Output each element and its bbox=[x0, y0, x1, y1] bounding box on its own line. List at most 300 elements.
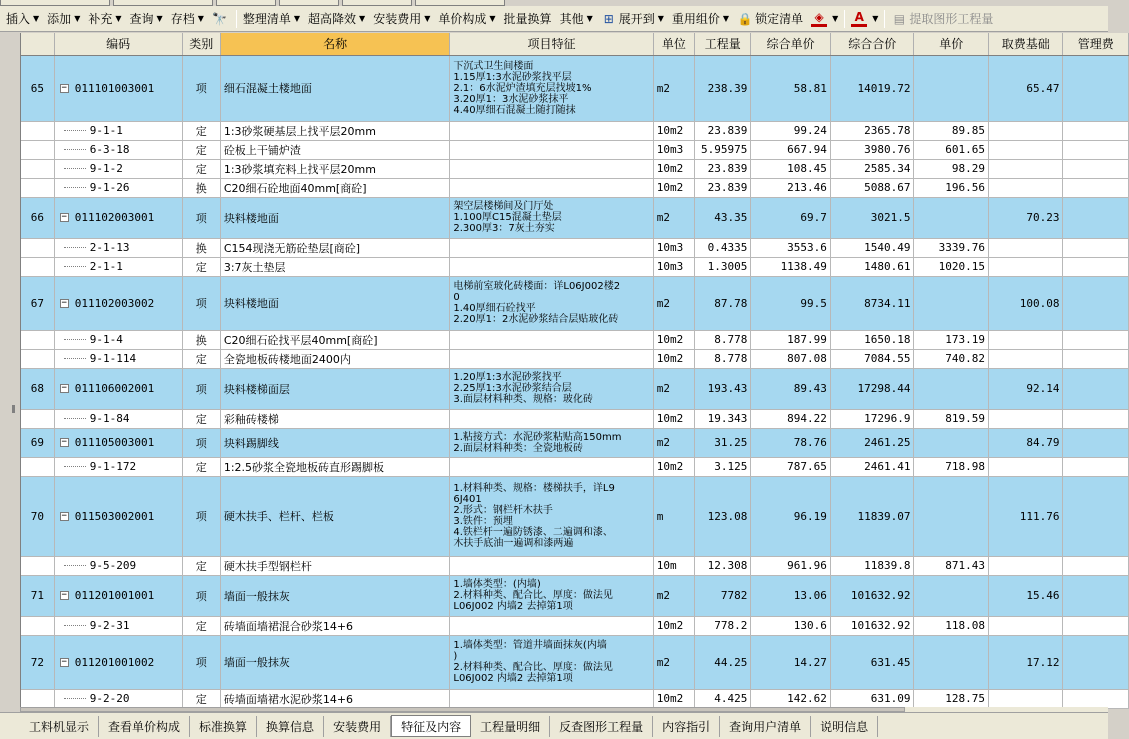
management-fee-cell[interactable] bbox=[1063, 428, 1129, 457]
fee-base-cell[interactable] bbox=[988, 689, 1063, 708]
collapse-icon[interactable]: − bbox=[61, 383, 67, 393]
category-cell[interactable]: 定 bbox=[182, 121, 220, 140]
code-cell[interactable] bbox=[54, 689, 182, 708]
total-price-cell[interactable]: 101632.92 bbox=[830, 575, 914, 616]
feature-cell[interactable] bbox=[450, 428, 653, 457]
feature-cell[interactable] bbox=[450, 55, 653, 121]
total-price-cell[interactable]: 17298.44 bbox=[830, 368, 914, 409]
quota-row[interactable] bbox=[21, 178, 1129, 197]
unit-price-cell[interactable]: 807.08 bbox=[751, 349, 831, 368]
feature-cell[interactable] bbox=[450, 197, 653, 238]
unit-price-cell[interactable]: 667.94 bbox=[751, 140, 831, 159]
management-fee-cell[interactable] bbox=[1063, 121, 1129, 140]
quota-row[interactable] bbox=[21, 330, 1129, 349]
toolbar-item[interactable] bbox=[887, 8, 997, 30]
feature-cell[interactable] bbox=[450, 556, 653, 575]
category-cell[interactable]: 项 bbox=[182, 276, 220, 330]
fee-base-cell[interactable]: 111.76 bbox=[988, 476, 1063, 556]
name-cell[interactable]: 块料楼梯面层 bbox=[220, 368, 450, 409]
management-fee-cell[interactable] bbox=[1063, 238, 1129, 257]
unit-price-cell[interactable]: 894.22 bbox=[751, 409, 831, 428]
toolbar-item[interactable] bbox=[668, 8, 733, 30]
category-cell[interactable]: 定 bbox=[182, 140, 220, 159]
price-cell[interactable]: 89.85 bbox=[914, 121, 989, 140]
unit-cell[interactable]: 10m2 bbox=[653, 616, 694, 635]
price-cell[interactable] bbox=[914, 635, 989, 689]
column-header[interactable]: 工程量 bbox=[695, 33, 751, 55]
code-cell[interactable] bbox=[54, 178, 182, 197]
quota-row[interactable] bbox=[21, 349, 1129, 368]
bottom-tab[interactable]: 工料机显示 bbox=[20, 716, 99, 737]
column-header[interactable] bbox=[21, 33, 54, 55]
price-cell[interactable]: 3339.76 bbox=[914, 238, 989, 257]
toolbar-item[interactable] bbox=[84, 8, 125, 30]
toolbar-item[interactable] bbox=[167, 8, 208, 30]
quantity-cell[interactable]: 778.2 bbox=[695, 616, 751, 635]
unit-cell[interactable]: m2 bbox=[653, 55, 694, 121]
toolbar-item[interactable] bbox=[556, 8, 597, 30]
total-price-cell[interactable]: 2461.25 bbox=[830, 428, 914, 457]
category-cell[interactable]: 换 bbox=[182, 330, 220, 349]
name-cell[interactable]: 砖墙面墙裙混合砂浆14+6 bbox=[220, 616, 450, 635]
fee-base-cell[interactable]: 70.23 bbox=[988, 197, 1063, 238]
unit-cell[interactable]: m2 bbox=[653, 575, 694, 616]
fee-base-cell[interactable] bbox=[988, 238, 1063, 257]
price-cell[interactable] bbox=[914, 197, 989, 238]
column-header[interactable]: 单价 bbox=[914, 33, 989, 55]
bill-item-row[interactable] bbox=[21, 276, 1129, 330]
fee-base-cell[interactable]: 100.08 bbox=[988, 276, 1063, 330]
name-cell[interactable]: 细石混凝土楼地面 bbox=[220, 55, 450, 121]
code-cell[interactable] bbox=[54, 197, 182, 238]
column-header[interactable]: 名称 bbox=[220, 33, 450, 55]
management-fee-cell[interactable] bbox=[1063, 457, 1129, 476]
collapse-icon[interactable]: − bbox=[61, 297, 67, 308]
unit-price-cell[interactable]: 96.19 bbox=[751, 476, 831, 556]
price-cell[interactable] bbox=[914, 276, 989, 330]
left-splitter[interactable] bbox=[0, 33, 20, 707]
feature-cell[interactable] bbox=[450, 616, 653, 635]
feature-cell[interactable] bbox=[450, 368, 653, 409]
code-cell[interactable] bbox=[54, 476, 182, 556]
feature-cell[interactable] bbox=[450, 238, 653, 257]
fee-base-cell[interactable]: 17.12 bbox=[988, 635, 1063, 689]
feature-cell[interactable] bbox=[450, 330, 653, 349]
unit-price-cell[interactable]: 130.6 bbox=[751, 616, 831, 635]
bottom-tab[interactable]: 查询用户清单 bbox=[720, 716, 811, 737]
unit-cell[interactable]: m2 bbox=[653, 428, 694, 457]
bottom-tab[interactable]: 换算信息 bbox=[257, 716, 324, 737]
code-cell[interactable] bbox=[54, 238, 182, 257]
bottom-tab[interactable]: 反查图形工程量 bbox=[550, 716, 653, 737]
price-cell[interactable]: 601.65 bbox=[914, 140, 989, 159]
price-cell[interactable] bbox=[914, 575, 989, 616]
quantity-cell[interactable]: 193.43 bbox=[695, 368, 751, 409]
feature-cell[interactable] bbox=[450, 349, 653, 368]
total-price-cell[interactable]: 2365.78 bbox=[830, 121, 914, 140]
category-cell[interactable]: 项 bbox=[182, 55, 220, 121]
quantity-cell[interactable]: 23.839 bbox=[695, 178, 751, 197]
quota-row[interactable] bbox=[21, 457, 1129, 476]
column-header[interactable]: 项目特征 bbox=[450, 33, 653, 55]
feature-cell[interactable] bbox=[450, 121, 653, 140]
management-fee-cell[interactable] bbox=[1063, 257, 1129, 276]
unit-cell[interactable]: 10m2 bbox=[653, 330, 694, 349]
price-cell[interactable] bbox=[914, 55, 989, 121]
total-price-cell[interactable]: 11839.8 bbox=[830, 556, 914, 575]
feature-cell[interactable] bbox=[450, 409, 653, 428]
category-cell[interactable]: 定 bbox=[182, 349, 220, 368]
total-price-cell[interactable]: 8734.11 bbox=[830, 276, 914, 330]
quantity-cell[interactable]: 7782 bbox=[695, 575, 751, 616]
bottom-tab[interactable]: 查看单价构成 bbox=[99, 716, 190, 737]
code-cell[interactable] bbox=[54, 159, 182, 178]
code-cell[interactable] bbox=[54, 575, 182, 616]
name-cell[interactable]: 3:7灰土垫层 bbox=[220, 257, 450, 276]
management-fee-cell[interactable] bbox=[1063, 556, 1129, 575]
price-cell[interactable]: 98.29 bbox=[914, 159, 989, 178]
quota-row[interactable] bbox=[21, 257, 1129, 276]
price-cell[interactable]: 196.56 bbox=[914, 178, 989, 197]
fee-base-cell[interactable] bbox=[988, 409, 1063, 428]
unit-cell[interactable]: 10m3 bbox=[653, 140, 694, 159]
name-cell[interactable]: 硬木扶手、栏杆、栏板 bbox=[220, 476, 450, 556]
quantity-cell[interactable]: 123.08 bbox=[695, 476, 751, 556]
unit-price-cell[interactable]: 3553.6 bbox=[751, 238, 831, 257]
category-cell[interactable]: 定 bbox=[182, 457, 220, 476]
toolbar-item[interactable] bbox=[847, 8, 882, 30]
unit-price-cell[interactable]: 69.7 bbox=[751, 197, 831, 238]
category-cell[interactable]: 定 bbox=[182, 159, 220, 178]
management-fee-cell[interactable] bbox=[1063, 368, 1129, 409]
fee-base-cell[interactable]: 65.47 bbox=[988, 55, 1063, 121]
unit-cell[interactable]: 10m bbox=[653, 556, 694, 575]
quantity-cell[interactable]: 23.839 bbox=[695, 159, 751, 178]
quota-row[interactable] bbox=[21, 616, 1129, 635]
code-cell[interactable] bbox=[54, 55, 182, 121]
bottom-tab[interactable]: 安装费用 bbox=[324, 716, 391, 737]
price-cell[interactable]: 819.59 bbox=[914, 409, 989, 428]
column-header[interactable]: 取费基础 bbox=[988, 33, 1063, 55]
category-cell[interactable]: 换 bbox=[182, 178, 220, 197]
quantity-cell[interactable]: 0.4335 bbox=[695, 238, 751, 257]
feature-cell[interactable] bbox=[450, 689, 653, 708]
code-cell[interactable] bbox=[54, 276, 182, 330]
code-cell[interactable] bbox=[54, 257, 182, 276]
quantity-cell[interactable]: 8.778 bbox=[695, 330, 751, 349]
bottom-tab[interactable]: 内容指引 bbox=[653, 716, 720, 737]
quota-row[interactable] bbox=[21, 409, 1129, 428]
fee-base-cell[interactable] bbox=[988, 178, 1063, 197]
toolbar-item[interactable] bbox=[733, 8, 807, 30]
bill-item-row[interactable] bbox=[21, 575, 1129, 616]
name-cell[interactable]: 砼板上干铺炉渣 bbox=[220, 140, 450, 159]
unit-price-cell[interactable]: 14.27 bbox=[751, 635, 831, 689]
code-cell[interactable] bbox=[54, 616, 182, 635]
code-cell[interactable] bbox=[54, 556, 182, 575]
collapse-icon[interactable]: − bbox=[61, 510, 67, 521]
feature-cell[interactable] bbox=[450, 635, 653, 689]
price-cell[interactable] bbox=[914, 428, 989, 457]
management-fee-cell[interactable] bbox=[1063, 635, 1129, 689]
bill-item-row[interactable] bbox=[21, 476, 1129, 556]
quantity-cell[interactable]: 1.3005 bbox=[695, 257, 751, 276]
quantity-cell[interactable]: 19.343 bbox=[695, 409, 751, 428]
fee-base-cell[interactable] bbox=[988, 121, 1063, 140]
unit-price-cell[interactable]: 78.76 bbox=[751, 428, 831, 457]
unit-cell[interactable]: m2 bbox=[653, 276, 694, 330]
quantity-cell[interactable]: 87.78 bbox=[695, 276, 751, 330]
unit-price-cell[interactable]: 213.46 bbox=[751, 178, 831, 197]
feature-cell[interactable] bbox=[450, 140, 653, 159]
toolbar-item[interactable] bbox=[369, 8, 434, 30]
fee-base-cell[interactable] bbox=[988, 349, 1063, 368]
category-cell[interactable]: 定 bbox=[182, 257, 220, 276]
category-cell[interactable]: 定 bbox=[182, 409, 220, 428]
category-cell[interactable]: 项 bbox=[182, 428, 220, 457]
price-cell[interactable]: 128.75 bbox=[914, 689, 989, 708]
bill-item-row[interactable] bbox=[21, 428, 1129, 457]
management-fee-cell[interactable] bbox=[1063, 140, 1129, 159]
unit-price-cell[interactable]: 58.81 bbox=[751, 55, 831, 121]
feature-cell[interactable] bbox=[450, 178, 653, 197]
unit-cell[interactable]: m2 bbox=[653, 635, 694, 689]
price-cell[interactable]: 718.98 bbox=[914, 457, 989, 476]
name-cell[interactable]: 1:3砂浆硬基层上找平层20mm bbox=[220, 121, 450, 140]
toolbar-item[interactable] bbox=[126, 8, 167, 30]
code-cell[interactable] bbox=[54, 349, 182, 368]
unit-cell[interactable]: 10m2 bbox=[653, 178, 694, 197]
toolbar-item[interactable] bbox=[43, 8, 84, 30]
unit-cell[interactable]: 10m2 bbox=[653, 409, 694, 428]
quota-row[interactable] bbox=[21, 121, 1129, 140]
fee-base-cell[interactable] bbox=[988, 457, 1063, 476]
total-price-cell[interactable]: 14019.72 bbox=[830, 55, 914, 121]
bottom-tab[interactable]: 工程量明细 bbox=[471, 716, 550, 737]
column-header[interactable]: 编码 bbox=[54, 33, 182, 55]
fee-base-cell[interactable]: 15.46 bbox=[988, 575, 1063, 616]
price-cell[interactable]: 118.08 bbox=[914, 616, 989, 635]
price-cell[interactable]: 1020.15 bbox=[914, 257, 989, 276]
unit-price-cell[interactable]: 13.06 bbox=[751, 575, 831, 616]
total-price-cell[interactable]: 3021.5 bbox=[830, 197, 914, 238]
bill-item-row[interactable] bbox=[21, 55, 1129, 121]
fee-base-cell[interactable] bbox=[988, 159, 1063, 178]
quota-row[interactable] bbox=[21, 689, 1129, 708]
management-fee-cell[interactable] bbox=[1063, 575, 1129, 616]
total-price-cell[interactable]: 17296.9 bbox=[830, 409, 914, 428]
unit-cell[interactable]: 10m2 bbox=[653, 689, 694, 708]
quantity-cell[interactable]: 44.25 bbox=[695, 635, 751, 689]
category-cell[interactable]: 定 bbox=[182, 689, 220, 708]
name-cell[interactable]: 1:3砂浆填充料上找平层20mm bbox=[220, 159, 450, 178]
total-price-cell[interactable]: 631.09 bbox=[830, 689, 914, 708]
feature-cell[interactable] bbox=[450, 276, 653, 330]
unit-price-cell[interactable]: 99.5 bbox=[751, 276, 831, 330]
management-fee-cell[interactable] bbox=[1063, 476, 1129, 556]
total-price-cell[interactable]: 101632.92 bbox=[830, 616, 914, 635]
total-price-cell[interactable]: 3980.76 bbox=[830, 140, 914, 159]
unit-price-cell[interactable]: 961.96 bbox=[751, 556, 831, 575]
quota-row[interactable] bbox=[21, 556, 1129, 575]
collapse-icon[interactable]: − bbox=[61, 212, 67, 222]
bill-item-row[interactable] bbox=[21, 635, 1129, 689]
name-cell[interactable]: C154现浇无筋砼垫层[商砼] bbox=[220, 238, 450, 257]
unit-cell[interactable]: m2 bbox=[653, 368, 694, 409]
bottom-tab[interactable]: 说明信息 bbox=[811, 716, 878, 737]
collapse-icon[interactable]: − bbox=[61, 590, 67, 600]
total-price-cell[interactable]: 7084.55 bbox=[830, 349, 914, 368]
code-cell[interactable] bbox=[54, 409, 182, 428]
quantity-cell[interactable]: 238.39 bbox=[695, 55, 751, 121]
price-cell[interactable] bbox=[914, 476, 989, 556]
quantity-cell[interactable]: 23.839 bbox=[695, 121, 751, 140]
unit-cell[interactable]: 10m2 bbox=[653, 457, 694, 476]
toolbar-item[interactable] bbox=[434, 8, 499, 30]
unit-cell[interactable]: 10m2 bbox=[653, 121, 694, 140]
column-header[interactable]: 综合单价 bbox=[751, 33, 831, 55]
name-cell[interactable]: 彩釉砖楼梯 bbox=[220, 409, 450, 428]
total-price-cell[interactable]: 2461.41 bbox=[830, 457, 914, 476]
name-cell[interactable]: 墙面一般抹灰 bbox=[220, 575, 450, 616]
price-cell[interactable]: 740.82 bbox=[914, 349, 989, 368]
code-cell[interactable] bbox=[54, 368, 182, 409]
unit-cell[interactable]: m2 bbox=[653, 197, 694, 238]
name-cell[interactable]: 墙面一般抹灰 bbox=[220, 635, 450, 689]
quantity-cell[interactable]: 12.308 bbox=[695, 556, 751, 575]
quota-row[interactable] bbox=[21, 159, 1129, 178]
category-cell[interactable]: 项 bbox=[182, 197, 220, 238]
quantity-cell[interactable]: 31.25 bbox=[695, 428, 751, 457]
total-price-cell[interactable]: 11839.07 bbox=[830, 476, 914, 556]
toolbar-item[interactable] bbox=[239, 8, 304, 30]
bill-item-row[interactable] bbox=[21, 368, 1129, 409]
column-header[interactable]: 单位 bbox=[653, 33, 694, 55]
management-fee-cell[interactable] bbox=[1063, 330, 1129, 349]
code-cell[interactable] bbox=[54, 635, 182, 689]
column-header[interactable]: 类别 bbox=[182, 33, 220, 55]
quantity-cell[interactable]: 4.425 bbox=[695, 689, 751, 708]
management-fee-cell[interactable] bbox=[1063, 349, 1129, 368]
total-price-cell[interactable]: 1540.49 bbox=[830, 238, 914, 257]
name-cell[interactable]: 块料楼地面 bbox=[220, 276, 450, 330]
quantity-cell[interactable]: 8.778 bbox=[695, 349, 751, 368]
management-fee-cell[interactable] bbox=[1063, 616, 1129, 635]
fee-base-cell[interactable]: 92.14 bbox=[988, 368, 1063, 409]
feature-cell[interactable] bbox=[450, 457, 653, 476]
unit-cell[interactable]: m bbox=[653, 476, 694, 556]
quantity-cell[interactable]: 43.35 bbox=[695, 197, 751, 238]
unit-cell[interactable]: 10m3 bbox=[653, 257, 694, 276]
unit-price-cell[interactable]: 108.45 bbox=[751, 159, 831, 178]
management-fee-cell[interactable] bbox=[1063, 409, 1129, 428]
fee-base-cell[interactable] bbox=[988, 616, 1063, 635]
management-fee-cell[interactable] bbox=[1063, 276, 1129, 330]
quota-row[interactable] bbox=[21, 238, 1129, 257]
feature-cell[interactable] bbox=[450, 575, 653, 616]
name-cell[interactable]: 硬木扶手型钢栏杆 bbox=[220, 556, 450, 575]
unit-price-cell[interactable]: 787.65 bbox=[751, 457, 831, 476]
unit-cell[interactable]: 10m2 bbox=[653, 349, 694, 368]
code-cell[interactable] bbox=[54, 457, 182, 476]
management-fee-cell[interactable] bbox=[1063, 197, 1129, 238]
fee-base-cell[interactable] bbox=[988, 257, 1063, 276]
category-cell[interactable]: 项 bbox=[182, 368, 220, 409]
column-header[interactable]: 综合合价 bbox=[830, 33, 914, 55]
toolbar-item[interactable] bbox=[807, 8, 842, 30]
management-fee-cell[interactable] bbox=[1063, 178, 1129, 197]
total-price-cell[interactable]: 5088.67 bbox=[830, 178, 914, 197]
name-cell[interactable]: 1:2.5砂浆全瓷地板砖直形踢脚板 bbox=[220, 457, 450, 476]
category-cell[interactable]: 定 bbox=[182, 616, 220, 635]
bottom-tab[interactable]: 标准换算 bbox=[190, 716, 257, 737]
feature-cell[interactable] bbox=[450, 476, 653, 556]
unit-price-cell[interactable]: 89.43 bbox=[751, 368, 831, 409]
name-cell[interactable]: C20细石砼地面40mm[商砼] bbox=[220, 178, 450, 197]
category-cell[interactable]: 项 bbox=[182, 635, 220, 689]
fee-base-cell[interactable] bbox=[988, 140, 1063, 159]
code-cell[interactable] bbox=[54, 330, 182, 349]
total-price-cell[interactable]: 1650.18 bbox=[830, 330, 914, 349]
unit-price-cell[interactable]: 99.24 bbox=[751, 121, 831, 140]
quantity-cell[interactable]: 3.125 bbox=[695, 457, 751, 476]
feature-cell[interactable] bbox=[450, 257, 653, 276]
name-cell[interactable]: 块料楼地面 bbox=[220, 197, 450, 238]
unit-cell[interactable]: 10m3 bbox=[653, 238, 694, 257]
unit-price-cell[interactable]: 1138.49 bbox=[751, 257, 831, 276]
total-price-cell[interactable]: 2585.34 bbox=[830, 159, 914, 178]
name-cell[interactable]: 全瓷地板砖楼地面2400内 bbox=[220, 349, 450, 368]
feature-cell[interactable] bbox=[450, 159, 653, 178]
category-cell[interactable]: 项 bbox=[182, 575, 220, 616]
name-cell[interactable]: 砖墙面墙裙水泥砂浆14+6 bbox=[220, 689, 450, 708]
category-cell[interactable]: 定 bbox=[182, 556, 220, 575]
name-cell[interactable]: C20细石砼找平层40mm[商砼] bbox=[220, 330, 450, 349]
price-cell[interactable]: 871.43 bbox=[914, 556, 989, 575]
toolbar-item[interactable] bbox=[304, 8, 369, 30]
management-fee-cell[interactable] bbox=[1063, 55, 1129, 121]
quota-row[interactable] bbox=[21, 140, 1129, 159]
total-price-cell[interactable]: 631.45 bbox=[830, 635, 914, 689]
collapse-icon[interactable]: − bbox=[61, 656, 67, 667]
management-fee-cell[interactable] bbox=[1063, 159, 1129, 178]
unit-price-cell[interactable]: 187.99 bbox=[751, 330, 831, 349]
management-fee-cell[interactable] bbox=[1063, 689, 1129, 708]
code-cell[interactable] bbox=[54, 428, 182, 457]
code-cell[interactable] bbox=[54, 121, 182, 140]
collapse-icon[interactable]: − bbox=[61, 437, 67, 447]
fee-base-cell[interactable] bbox=[988, 330, 1063, 349]
quantity-cell[interactable]: 5.95975 bbox=[695, 140, 751, 159]
collapse-icon[interactable]: − bbox=[61, 82, 67, 93]
bill-item-row[interactable] bbox=[21, 197, 1129, 238]
column-header[interactable]: 管理费 bbox=[1063, 33, 1129, 55]
category-cell[interactable]: 换 bbox=[182, 238, 220, 257]
toolbar-item[interactable] bbox=[500, 8, 556, 30]
category-cell[interactable]: 项 bbox=[182, 476, 220, 556]
toolbar-item[interactable] bbox=[2, 8, 43, 30]
toolbar-item[interactable] bbox=[208, 8, 234, 30]
unit-price-cell[interactable]: 142.62 bbox=[751, 689, 831, 708]
toolbar-item[interactable] bbox=[597, 8, 668, 30]
bottom-tab[interactable]: 特征及内容 bbox=[391, 715, 471, 737]
price-cell[interactable] bbox=[914, 368, 989, 409]
total-price-cell[interactable]: 1480.61 bbox=[830, 257, 914, 276]
fee-base-cell[interactable] bbox=[988, 556, 1063, 575]
unit-cell[interactable]: 10m2 bbox=[653, 159, 694, 178]
price-cell[interactable]: 173.19 bbox=[914, 330, 989, 349]
name-cell[interactable]: 块料踢脚线 bbox=[220, 428, 450, 457]
